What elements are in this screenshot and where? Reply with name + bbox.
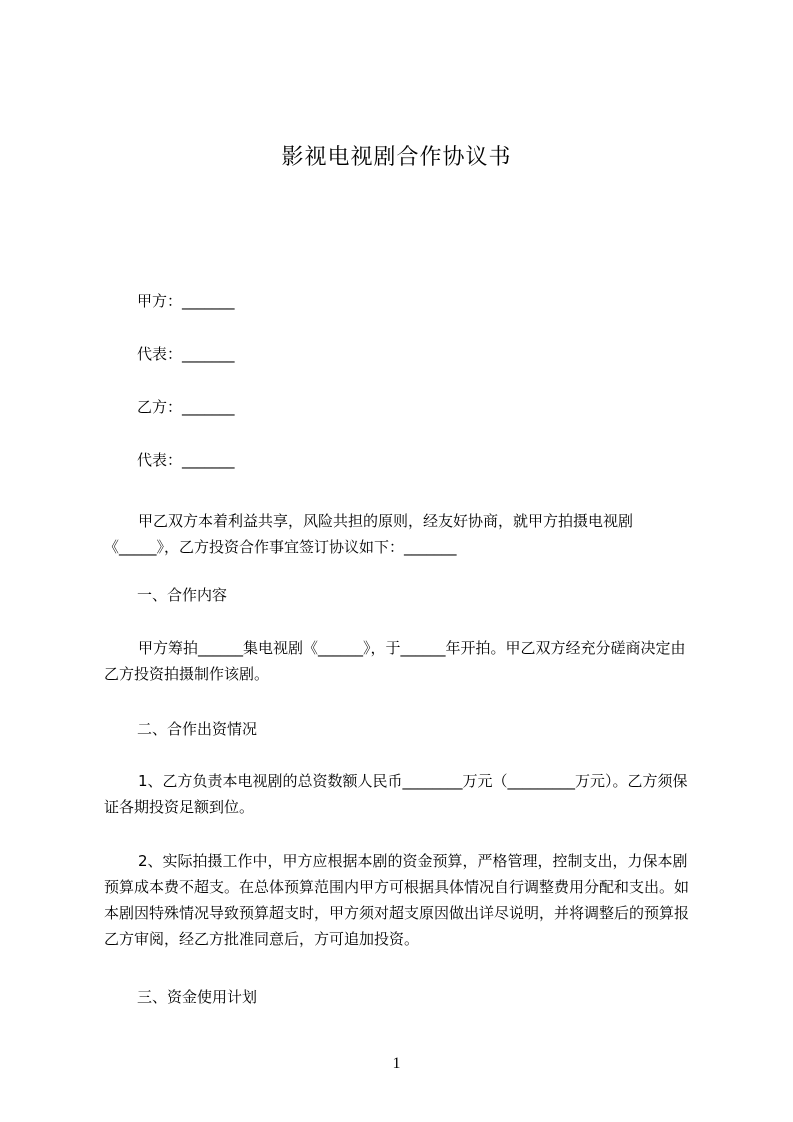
- party-b-representative-field: 代表：_______: [137, 451, 235, 469]
- section-heading-fund-usage: 三、资金使用计划: [137, 988, 258, 1006]
- section-heading-investment: 二、合作出资情况: [137, 720, 258, 738]
- document-title: 影视电视剧合作协议书: [281, 145, 512, 170]
- section-2-paragraph-2: 2、实际拍摄工作中，甲方应根据本剧的资金预算，严格管理，控制支出，力保本剧预算成本费不超支。在总体预算范围内甲方可根据具体情况自行调整费用分配和支出。如本剧因特殊情况导致预算超支时，甲方须对超支原因做出详尽说明，并将调整后的预算报乙方审阅，经乙方批准同意后，方可追加投资。: [104, 852, 690, 948]
- party-a-representative-field: 代表：_______: [137, 345, 235, 363]
- party-a-field: 甲方：_______: [137, 292, 235, 310]
- page-number: 1: [392, 1055, 401, 1072]
- section-2-paragraph-1: 1、乙方负责本电视剧的总资数额人民币________万元（_________万元）。乙方须保证各期投资足额到位。: [104, 772, 688, 816]
- section-heading-cooperation-content: 一、合作内容: [137, 586, 228, 604]
- party-b-field: 乙方：_______: [137, 398, 235, 416]
- intro-paragraph: 甲乙双方本着利益共享，风险共担的原则，经友好协商，就甲方拍摄电视剧《_____》，乙方投资合作事宜签订协议如下：_______: [104, 512, 634, 556]
- section-1-paragraph: 甲方筹拍______集电视剧《______》，于______年开拍。甲乙双方经充分磋商决定由乙方投资拍摄制作该剧。: [104, 639, 686, 683]
